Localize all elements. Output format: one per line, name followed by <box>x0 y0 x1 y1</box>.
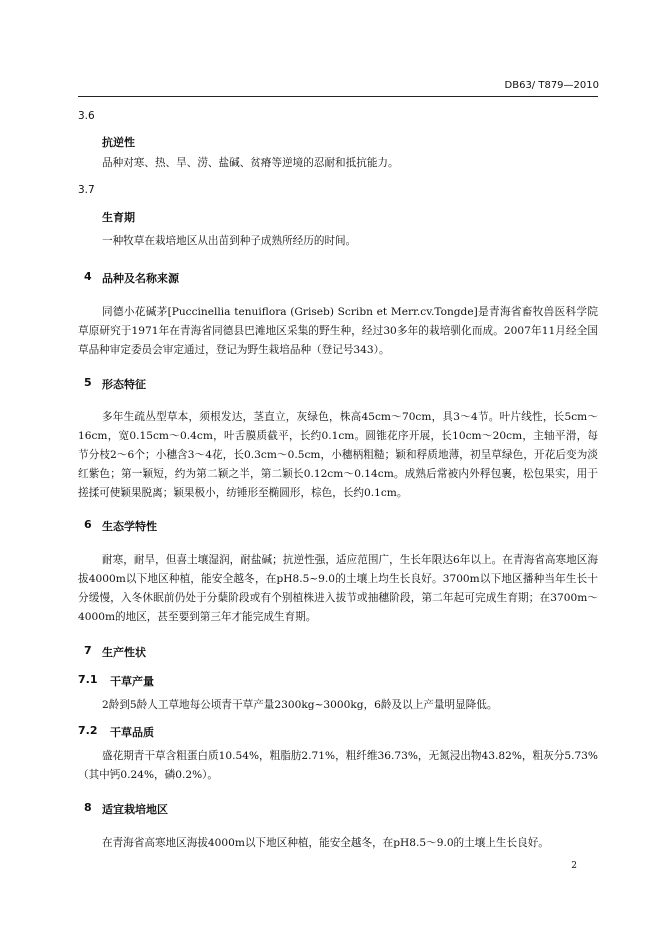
section-7-1-number: 7.1 <box>78 673 98 686</box>
section-8-text: 在青海省高寒地区海拔4000m以下地区种植，能安全越冬，在pH8.5～9.0的土壤上生长良好。 <box>102 837 549 849</box>
section-3-7-title: 生育期 <box>102 211 135 224</box>
section-5-number: 5 <box>84 376 92 389</box>
section-7-1-text: 2龄到5龄人工草地每公顷青干草产量2300kg~3000kg，6龄及以上产量明显降低。 <box>102 699 498 711</box>
section-3-6-number: 3.6 <box>78 110 95 122</box>
header-doc-code: DB63/ T879—2010 <box>504 80 599 91</box>
section-5-text: 多年生疏丛型草本，须根发达，茎直立，灰绿色，株高45cm～70cm，具3～4节。叶片线性，长5cm～16cm，宽0.15cm～0.4cm，叶舌膜质截平，长约0.1cm。圆锥花序开展，长10cm～20cm，主轴平滑，每节分枝2～6个；小穗含3～4花，长0.3cm～0.5cm，小穗柄粗糙；颖和稃质地薄，初呈草绿色，开花后变为淡红紫色；第一颖短，约为第二颖之半，第二颖长0.12cm～0.14cm。成熟后常被内外稃包裹，松包果实，用于搓揉可使颖果脱离；颖果极小，纺锤形至椭圆形，棕色，长约0.1cm。 <box>78 411 598 499</box>
section-4-number: 4 <box>84 270 92 283</box>
section-8-number: 8 <box>84 801 92 814</box>
section-3-6-title: 抗逆性 <box>102 136 135 149</box>
section-6-title: 生态学特性 <box>102 520 157 533</box>
section-5-title: 形态特征 <box>102 378 146 391</box>
section-3-7-text: 一种牧草在栽培地区从出苗到种子成熟所经历的时间。 <box>102 235 357 247</box>
section-4-text: 同德小花碱茅[Puccinellia tenuiflora (Griseb) Scribn et Merr.cv.Tongde]是青海省畜牧兽医科学院草原研究于1971年在青海省同德县巴滩地区采集的野生种，经过30多年的栽培驯化而成。2007年11月经全国草品种审定委员会审定通过，登记为野生栽培品种（登记号343）。 <box>78 306 598 356</box>
section-3-7-number: 3.7 <box>78 184 95 196</box>
section-8-title: 适宜栽培地区 <box>102 803 168 816</box>
section-7-2-number: 7.2 <box>78 724 98 737</box>
section-6-text: 耐寒，耐旱，但喜土壤湿润，耐盐碱；抗逆性强，适应范围广，生长年限达6年以上。在青海省高寒地区海拔4000m以下地区种植，能安全越冬，在pH8.5~9.0的土壤上均生长良好。3700m以下地区播种当年生长十分缓慢，入冬休眠前仍处于分蘖阶段或有个别植株进入拔节或抽穗阶段，第二年起可完成生育期；在3700m～4000m的地区，甚至要到第三年才能完成生育期。 <box>78 554 598 623</box>
section-7-2-text: 盛花期青干草含粗蛋白质10.54%，粗脂肪2.71%，粗纤维36.73%，无氮浸出物43.82%，粗灰分5.73%（其中钙0.24%，磷0.2%）。 <box>78 750 598 781</box>
page-number: 2 <box>571 861 577 871</box>
section-3-6-text: 品种对寒、热、旱、涝、盐碱、贫瘠等逆境的忍耐和抵抗能力。 <box>102 157 399 169</box>
section-7-number: 7 <box>84 644 92 657</box>
section-6-number: 6 <box>84 518 92 531</box>
section-7-title: 生产性状 <box>102 646 146 659</box>
section-7-2-title: 干草品质 <box>110 726 154 739</box>
section-7-1-title: 干草产量 <box>110 675 154 688</box>
section-4-title: 品种及名称来源 <box>102 272 179 285</box>
header-rule <box>78 96 598 97</box>
